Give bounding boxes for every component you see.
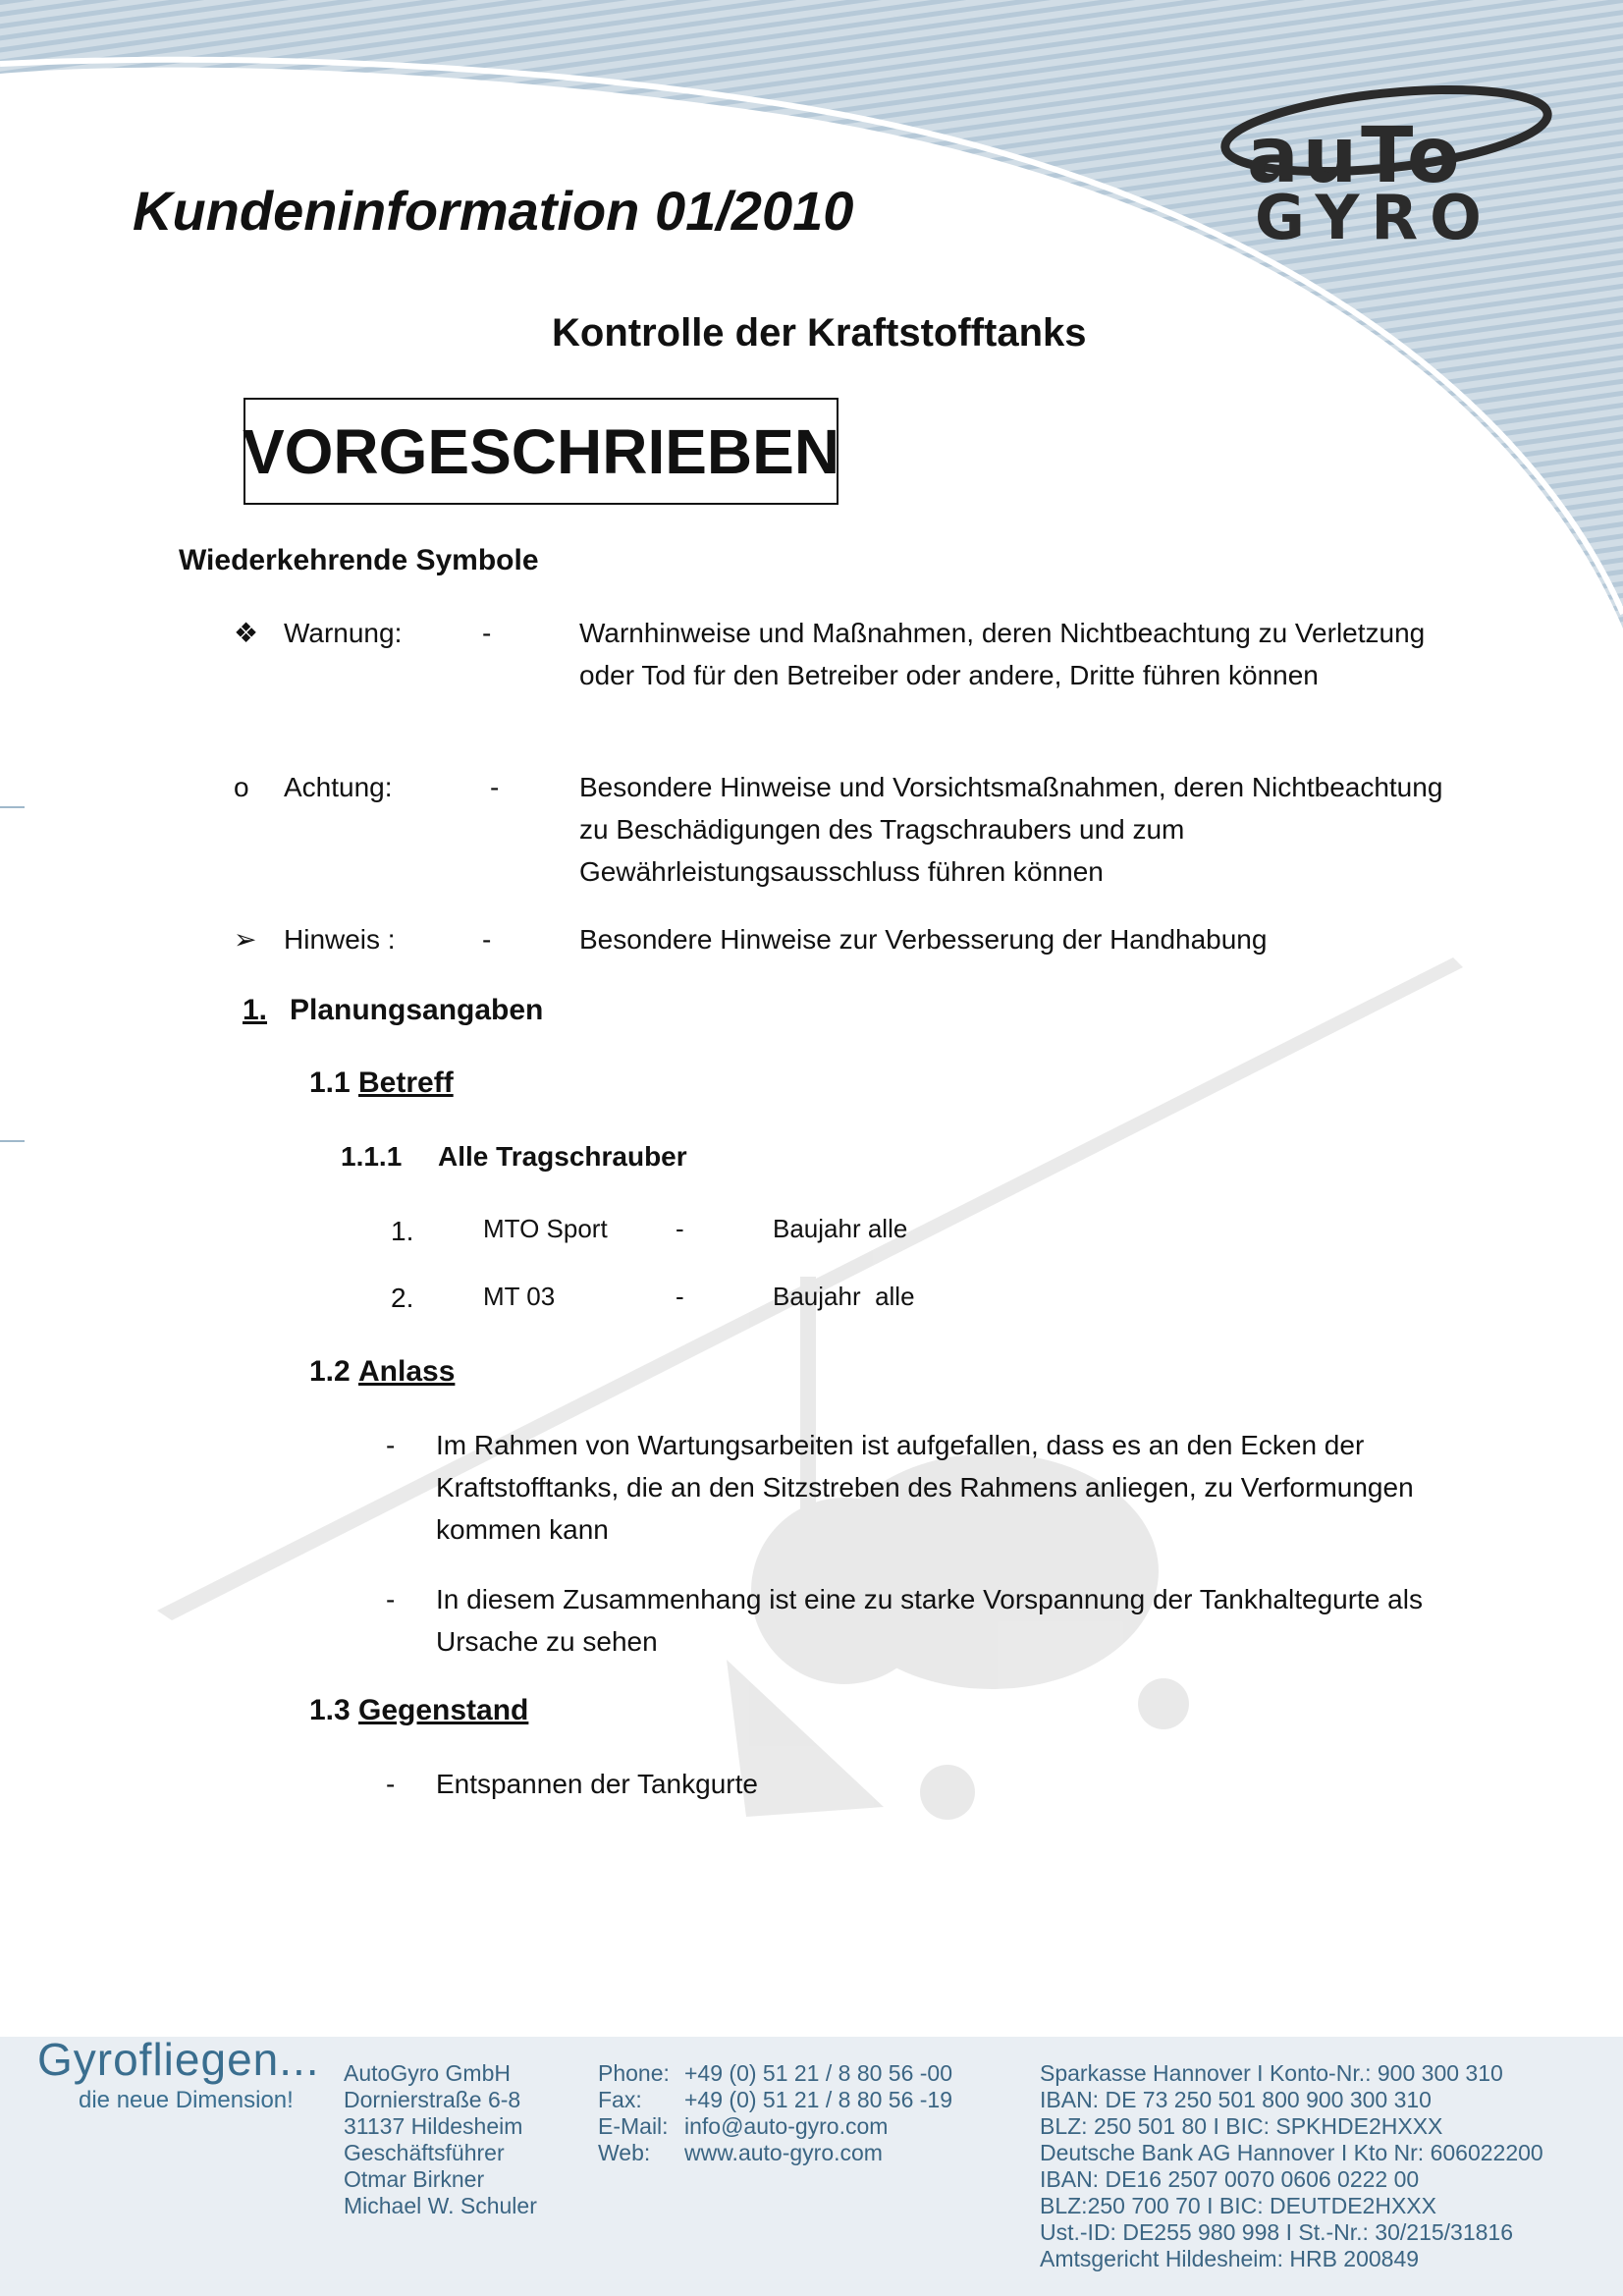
section-1-1-1-title: Alle Tragschrauber: [438, 1141, 687, 1172]
company-line: 31137 Hildesheim: [344, 2113, 523, 2139]
section-1-3-title: Gegenstand: [358, 1694, 529, 1726]
fax-value: +49 (0) 51 21 / 8 80 56 -19: [684, 2087, 953, 2112]
caution-dash: -: [490, 772, 500, 802]
document-title: Kundeninformation 01/2010: [133, 180, 854, 242]
contact-label: Phone:: [598, 2060, 670, 2086]
contact-label: Fax:: [598, 2087, 642, 2112]
section-1-1-number: 1.1: [309, 1066, 351, 1099]
section-1-number: 1.: [243, 994, 268, 1026]
company-line: Michael W. Schuler: [344, 2193, 537, 2218]
warning-bullet-icon: ❖: [234, 618, 259, 648]
note-label: Hinweis :: [284, 924, 396, 955]
contact-label: Web:: [598, 2140, 651, 2165]
bank-line: IBAN: DE16 2507 0070 0606 0222 00: [1040, 2166, 1420, 2192]
model-2-dash: -: [676, 1282, 684, 1311]
logo-line2: GYRO: [1255, 182, 1493, 246]
warning-description: Warnhinweise und Maßnahmen, deren Nichtbeachtung zu Verletzung oder Tod für den Betreiber oder andere, Dritte führen können: [579, 618, 1426, 690]
model-1-year: Baujahr alle: [773, 1214, 908, 1243]
section-1-2-number: 1.2: [309, 1355, 351, 1388]
footer-contact-values: [684, 2060, 952, 2166]
footer-contact-labels: [598, 2060, 670, 2166]
bank-line: Sparkasse Hannover I Konto-Nr.: 900 300 310: [1040, 2060, 1503, 2086]
warning-dash: -: [482, 618, 492, 648]
model-1-number: 1.: [391, 1216, 414, 1246]
company-line: Geschäftsführer: [344, 2140, 505, 2165]
gegenstand-1-text: Entspannen der Tankgurte: [436, 1769, 758, 1799]
company-line: Otmar Birkner: [344, 2166, 485, 2192]
model-2-name: MT 03: [483, 1282, 556, 1311]
bank-line: BLZ: 250 501 80 I BIC: SPKHDE2HXXX: [1040, 2113, 1443, 2139]
footer-bank: [1040, 2060, 1543, 2272]
footer-tagline: die neue Dimension!: [79, 2087, 294, 2113]
model-2-number: 2.: [391, 1283, 414, 1313]
company-line: Dornierstraße 6-8: [344, 2087, 521, 2112]
anlass-2-text: In diesem Zusammenhang ist eine zu starke Vorspannung der Tankhaltegurte als Ursache zu sehen: [436, 1584, 1423, 1657]
mandatory-stamp: VORGESCHRIEBEN: [243, 398, 839, 505]
caution-bullet-icon: o: [234, 772, 249, 802]
model-1-dash: -: [676, 1214, 684, 1243]
caution-description: Besondere Hinweise und Vorsichtsmaßnahmen, deren Nichtbeachtung zu Beschädigungen des Tragschraubers und zum Gewährleistungsausschluss führen können: [579, 772, 1443, 887]
section-1-1-1-number: 1.1.1: [341, 1141, 403, 1172]
warning-label: Warnung:: [284, 618, 403, 648]
model-1-name: MTO Sport: [483, 1214, 608, 1243]
bank-line: BLZ:250 700 70 I BIC: DEUTDE2HXXX: [1040, 2193, 1436, 2218]
email-link[interactable]: info@auto-gyro.com: [684, 2113, 889, 2139]
web-link[interactable]: www.auto-gyro.com: [684, 2140, 883, 2165]
autogyro-logo: [1217, 74, 1556, 246]
bank-line: Ust.-ID: DE255 980 998 I St.-Nr.: 30/215/31816: [1040, 2219, 1514, 2245]
footer-company: [344, 2060, 537, 2219]
note-description: Besondere Hinweise zur Verbesserung der Handhabung: [579, 924, 1268, 955]
phone-value[interactable]: +49 (0) 51 21 / 8 80 56 -00: [684, 2060, 953, 2086]
section-1-3-number: 1.3: [309, 1694, 351, 1726]
symbols-heading: Wiederkehrende Symbole: [179, 544, 539, 576]
bank-line: Amtsgericht Hildesheim: HRB 200849: [1040, 2246, 1420, 2271]
section-1-title: Planungsangaben: [290, 994, 544, 1026]
note-bullet-icon: ➢: [234, 924, 257, 955]
caution-label: Achtung:: [284, 772, 393, 802]
bank-line: IBAN: DE 73 250 501 800 900 300 310: [1040, 2087, 1432, 2112]
section-1-2-title: Anlass: [358, 1355, 456, 1388]
company-line: AutoGyro GmbH: [344, 2060, 511, 2086]
logo-line1: auTo: [1247, 112, 1464, 200]
bank-line: Deutsche Bank AG Hannover I Kto Nr: 606022200: [1040, 2140, 1543, 2165]
footer-brand: Gyrofliegen...: [37, 2034, 320, 2085]
gegenstand-1-dash: -: [386, 1769, 396, 1799]
anlass-1-dash: -: [386, 1430, 396, 1460]
document-subtitle: Kontrolle der Kraftstofftanks: [552, 311, 1087, 355]
gyrocopter-watermark: [157, 957, 1463, 1820]
anlass-1-text: Im Rahmen von Wartungsarbeiten ist aufgefallen, dass es an den Ecken der Kraftstofftanks, die an den Sitzstreben des Rahmens anliegen, zu Verformungen kommen kann: [436, 1430, 1414, 1545]
note-dash: -: [482, 924, 492, 955]
section-1-1-title: Betreff: [358, 1066, 454, 1099]
contact-label: E-Mail:: [598, 2113, 669, 2139]
model-2-year: Baujahr alle: [773, 1282, 915, 1311]
anlass-2-dash: -: [386, 1584, 396, 1614]
